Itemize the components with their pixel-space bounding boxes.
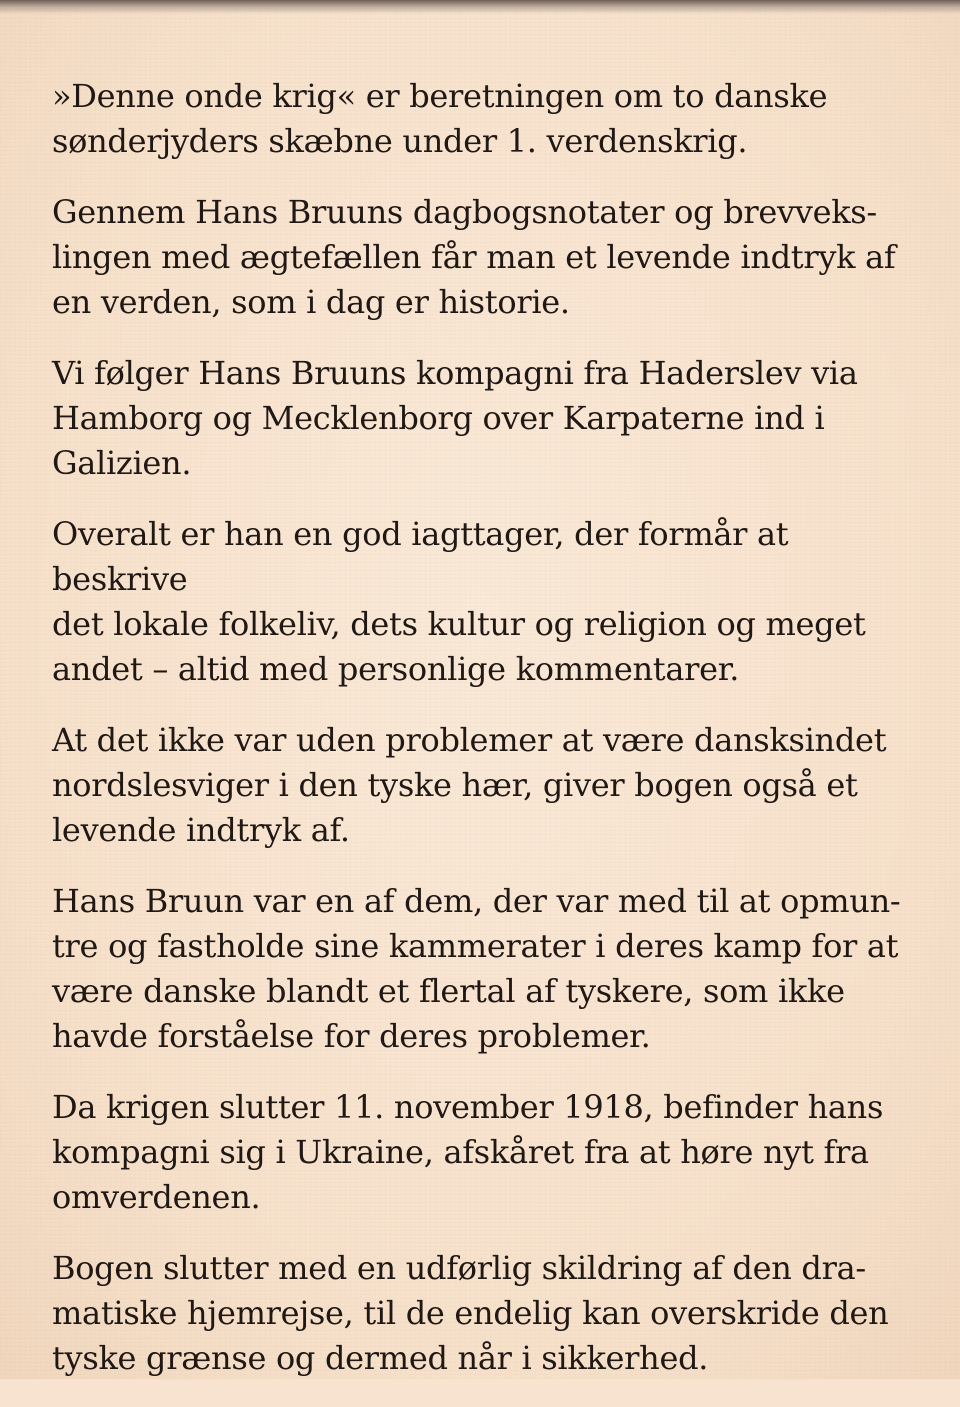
page-top-edge [0,0,960,14]
paragraph-homecoming: Bogen slutter med en udførlig skildring af den dra- matiske hjemrejse, til de endelig kan overskride den tyske grænse og dermed når i sikkerhed. [52,1249,889,1377]
paragraph-war-end: Da krigen slutter 11. november 1918, befinder hans kompagni sig i Ukraine, afskåret fra at høre nyt fra omverdenen. [52,1088,884,1216]
blurb-text [52,74,932,1407]
paragraph-comrades: Hans Bruun var en af dem, der var med til at opmun- tre og fastholde sine kammerater i deres kamp for at være danske blandt et flertal af tyskere, som ikke havde forståelse for deres problemer. [52,882,901,1055]
paragraph-problems: At det ikke var uden problemer at være dansksindet nordslesviger i den tyske hær, giver bogen også et levende indtryk af. [52,721,887,849]
paragraph-route: Vi følger Hans Bruuns kompagni fra Haderslev via Hamborg og Mecklenborg over Karpaterne ind i Galizien. [52,354,858,482]
paragraph-observer: Overalt er han en god iagttager, der formår at beskrive det lokale folkeliv, dets kultur og religion og meget andet – altid med personlige kommentarer. [52,515,866,688]
paragraph-diaries: Gennem Hans Bruuns dagbogsnotater og brevveks- lingen med ægtefællen får man et levende indtryk af en verden, som i dag er historie. [52,193,896,321]
paragraph-intro: »Denne onde krig« er beretningen om to danske sønderjyders skæbne under 1. verdenskrig. [52,77,828,160]
